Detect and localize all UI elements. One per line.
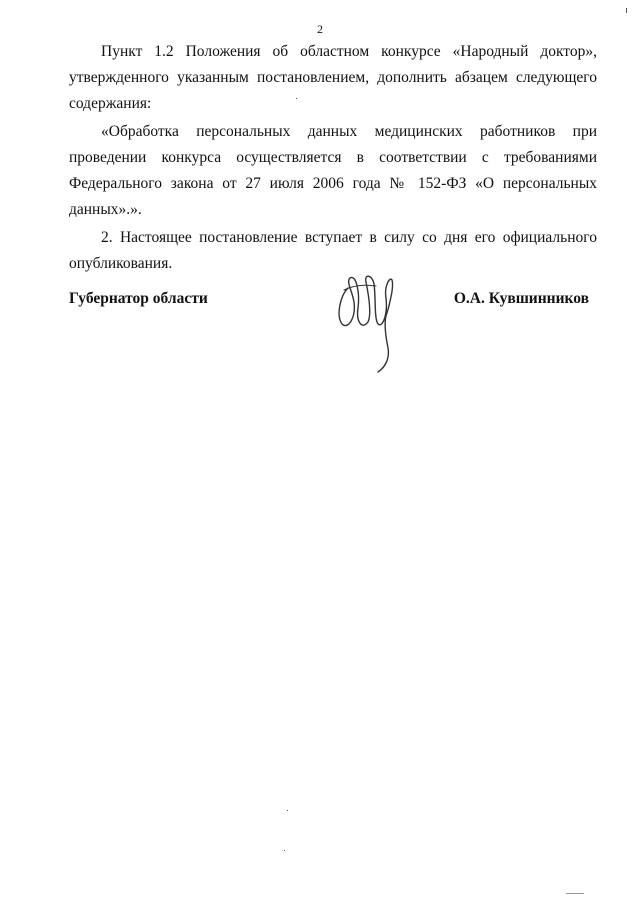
paragraph-quoted-text: «Обработка персональных данных медицинских работников при проведении конкурса осуществляется в соответствии с требованиями Федерального закона от 27 июля 2006 года № 152-ФЗ «О персональных данных».». bbox=[69, 123, 597, 218]
signatory-title: Губернатор области bbox=[69, 290, 208, 307]
page-number: 2 bbox=[317, 22, 323, 36]
document-body bbox=[69, 39, 597, 277]
scan-speck bbox=[626, 8, 627, 13]
scan-speck bbox=[566, 893, 584, 894]
paragraph-effective-date: 2. Настоящее постановление вступает в силу со дня его официального опубликования. bbox=[69, 229, 597, 272]
scan-speck bbox=[284, 850, 285, 851]
paragraph-amendment: Пункт 1.2 Положения об областном конкурсе «Народный доктор», утвержденного указанным постановлением, дополнить абзацем следующего содержания: bbox=[69, 43, 597, 112]
handwritten-signature bbox=[334, 268, 400, 376]
scan-speck bbox=[287, 810, 288, 811]
signatory-name: О.А. Кувшинников bbox=[453, 290, 589, 307]
signature-block bbox=[69, 290, 589, 310]
scan-speck bbox=[296, 98, 297, 99]
